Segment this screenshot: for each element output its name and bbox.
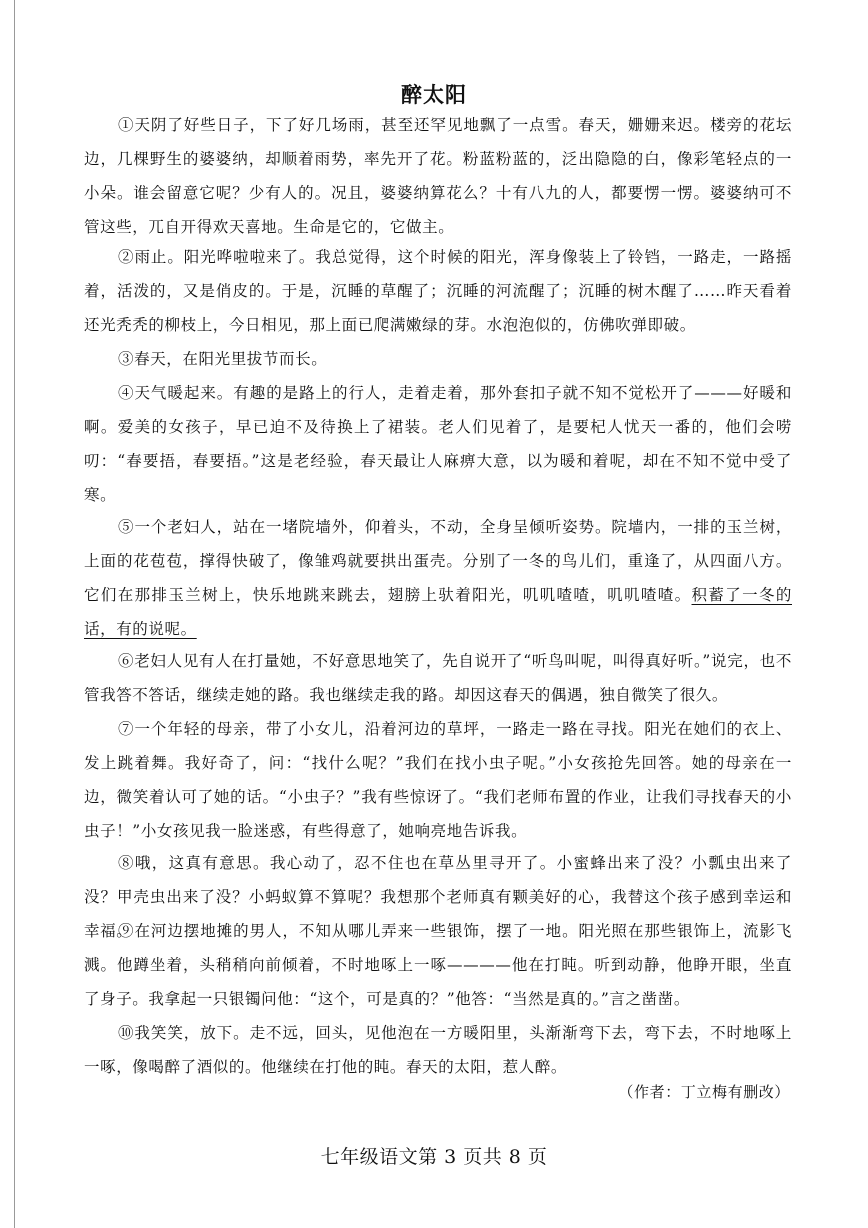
page-margin-line: [14, 0, 15, 1228]
paragraph-2: ②雨止。阳光哗啦啦来了。我总觉得，这个时候的阳光，浑身像装上了铃铛，一路走，一路摇着，活泼的，又是俏皮的。于是，沉睡的草醒了；沉睡的河流醒了；沉睡的树木醒了……昨天看着还光秃秃的柳枝上，今日相见，那上面已爬满嫩绿的芽。水泡泡似的，仿佛吹弹即破。: [84, 248, 792, 334]
paragraph-10: ⑩我笑笑，放下。走不远，回头，见他泡在一方暖阳里，头渐渐弯下去，弯下去，不时地啄上一啄，像喝醉了酒似的。他继续在打他的盹。春天的太阳，惹人醉。: [84, 1024, 792, 1076]
paragraph-5: [84, 510, 792, 646]
paragraph-3: ③春天，在阳光里拔节而长。: [118, 350, 328, 368]
paragraph-8: ⑧哦，这真有意思。我心动了，忍不住也在草丛里寻开了。小蜜蜂出来了没？小瓢虫出来了没？甲壳虫出来了没？小蚂蚁算不算呢？我想那个老师真有颗美好的心，我替这个孩子感到幸运和幸福。: [84, 854, 792, 940]
author-credit: （作者：丁立梅有删改）: [618, 1083, 790, 1101]
paragraph-9: ⑨在河边摆地摊的男人，不知从哪儿弄来一些银饰，摆了一地。阳光照在那些银饰上，流影飞溅。他蹲坐着，头稍稍向前倾着，不时地啄上一啄————他在打盹。听到动静，他睁开眼，坐直了身子。我拿起一只银镯问他：“这个，可是真的？”他答：“当然是真的。”言之凿凿。: [84, 922, 792, 1008]
underlined-sentence: 积蓄了一冬的话，有的说呢。: [84, 586, 792, 638]
paragraph-5-text: ⑤一个老妇人，站在一堵院墙外，仰着头，不动，全身呈倾听姿势。院墙内，一排的玉兰树，上面的花苞苞，撑得快破了，像雏鸡就要拱出蛋壳。分别了一冬的鸟儿们，重逢了，从四面八方。它们在那排玉兰树上，快乐地跳来跳去，翅膀上驮着阳光，叽叽喳喳，叽叽喳喳。: [84, 518, 792, 604]
paragraph-7: ⑦一个年轻的母亲，带了小女儿，沿着河边的草坪，一路走一路在寻找。阳光在她们的衣上、发上跳着舞。我好奇了，问：“找什么呢？”我们在找小虫子呢。”小女孩抢先回答。她的母亲在一边，微笑着认可了她的话。“小虫子？”我有些惊讶了。“我们老师布置的作业，让我们寻找春天的小虫子！”小女孩见我一脸迷惑，有些得意了，她响亮地告诉我。: [84, 720, 792, 840]
paragraph-1: ①天阴了好些日子，下了好几场雨，甚至还罕见地飘了一点雪。春天，姗姗来迟。楼旁的花坛边，几棵野生的婆婆纳，却顺着雨势，率先开了花。粉蓝粉蓝的，泛出隐隐的白，像彩笔轻点的一小朵。谁会留意它呢？少有人的。况且，婆婆纳算花么？十有八九的人，都要愣一愣。婆婆纳可不管这些，兀自开得欢天喜地。生命是它的，它做主。: [84, 116, 792, 236]
article-title: 醉太阳: [401, 83, 467, 107]
page-footer: 七年级语文第 3 页共 8 页: [320, 1146, 548, 1168]
paragraph-4: ④天气暖起来。有趣的是路上的行人，走着走着，那外套扣子就不知不觉松开了———好暖和啊。爱美的女孩子，早已迫不及待换上了裙装。老人们见着了，是要杞人忧天一番的，他们会唠叨：“春要捂，春要捂。”这是老经验，春天最让人麻痹大意，以为暖和着呢，却在不知不觉中受了寒。: [84, 384, 792, 504]
paragraph-6: ⑥老妇人见有人在打量她，不好意思地笑了，先自说开了“听鸟叫呢，叫得真好听。”说完，也不管我答不答话，继续走她的路。我也继续走我的路。却因这春天的偶遇，独自微笑了很久。: [84, 652, 792, 704]
